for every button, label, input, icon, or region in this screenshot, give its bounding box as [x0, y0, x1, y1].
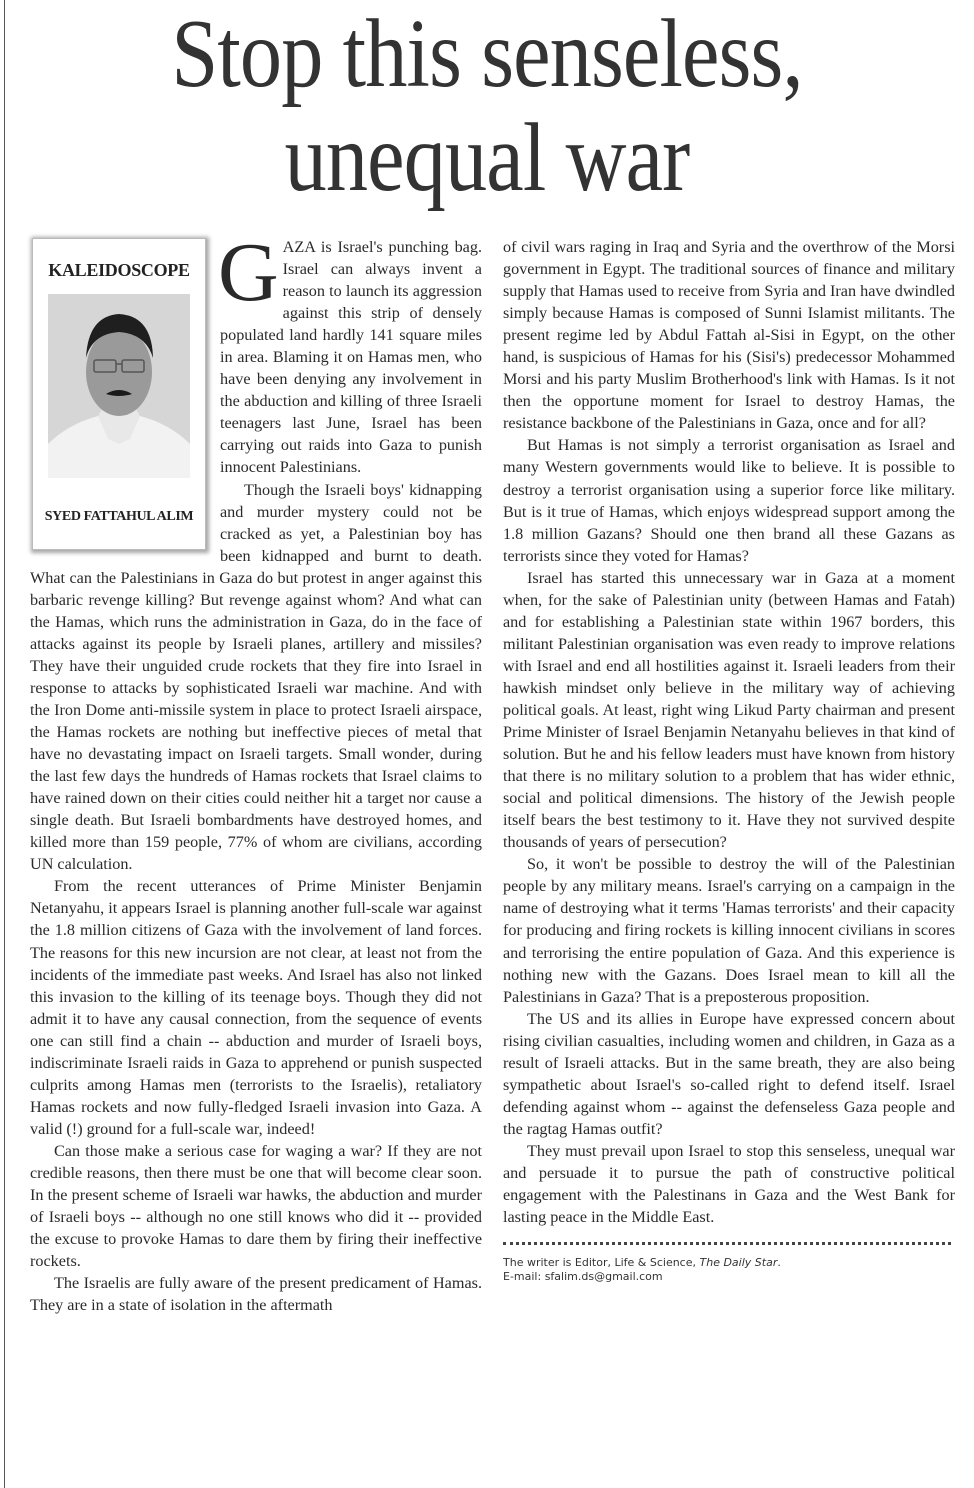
writer-credit: The writer is Editor, Life & Science, The Daily Star.	[503, 1256, 781, 1270]
author-email[interactable]: sfalim.ds@gmail.com	[544, 1270, 663, 1284]
article-paragraph-4: Can those make a serious case for waging a war? If they are not credible reasons, then there must be one that will become clear soon. In the present scheme of Israeli war hawks, the abduction and murder of Israeli boys -- although no one still knows who did it -- provided the excuse to provoke Hamas to dare them by firing their ineffective rockets.	[30, 1141, 482, 1271]
page-border-rule	[4, 0, 5, 1488]
article-paragraph-9: The US and its allies in Europe have expressed concern about rising civilian casualties, including women and children, in Gaza as a result of Israeli attacks. But in the same breath, they are also being sympathetic about Israel's so-called right to defend itself. Israel defending against whom -- against the defenseless Gaza people and the ragtag Hamas outfit?	[503, 1009, 955, 1138]
drop-cap: G	[218, 226, 279, 319]
article-column-right	[503, 236, 955, 1284]
article-column-left	[30, 226, 482, 1316]
article-paragraph-5-start: The Israelis are fully aware of the present predicament of Hamas. They are in a state of isolation in the aftermath	[30, 1274, 482, 1315]
publication-name: The Daily Star	[699, 1256, 778, 1270]
dotted-divider	[503, 1242, 951, 1246]
article-paragraph-7: Israel has started this unnecessary war in Gaza at a moment when, for the sake of Palestinian unity (between Hamas and Fatah) and for establishing a Palestinian state within 1967 borders, this militant Palestinian organisation was even ready to improve relations with Israel and end all hostilities against it. Israeli leaders from their hawkish mindset only believe in the military way of achieving political goals. At least, right wing Likud Party chairman and present Prime Minister of Israel Benjamin Netanyahu believes in that kind of solution. But he and his fellow leaders must have known from history that there is no military solution to a problem that has wider ethnic, social and political dimensions. The history of the Jewish people itself bears the best testimony to it. Have they not survived despite thousands of years of persecution?	[503, 568, 955, 852]
column-header-box	[32, 238, 206, 550]
author-email-line: E-mail: sfalim.ds@gmail.com	[503, 1270, 663, 1284]
headline-line-2: unequal war	[284, 104, 690, 212]
author-byline: SYED FATTAHUL ALIM	[44, 509, 194, 524]
article-paragraph-3: From the recent utterances of Prime Minister Benjamin Netanyahu, it appears Israel is planning another full-scale war against the 1.8 million citizens of Gaza with the involvement of land forces. The reasons for this new incursion are not clear, at least not from the incidents of the immediate past weeks. And Israel has also not linked this invasion to the killing of its teenage boys. Though they did not admit it to have any causal connection, from the sequence of events one can still find a chain -- abduction and murder of Israeli boys, indiscriminate Israeli raids in Gaza to apprehend or punish suspected culprits among Hamas men (terrorists to the Israelis), retaliatory Hamas rockets and now fully-fledged Israeli invasion into Gaza. A valid (!) ground for a full-scale war, indeed!	[30, 877, 482, 1138]
column-kicker: KALEIDOSCOPE	[48, 260, 190, 280]
headline	[85, 2, 888, 210]
headline-line-1: Stop this senseless,	[171, 0, 803, 108]
article-paragraph-1: GAZA is Israel's punching bag. Israel can always invent a reason to launch its aggression against this strip of densely populated land hardly 141 square miles in area. Blaming it on Hamas men, who have been denying any involvement in the abduction and killing of three Israeli teenagers last June, Israel has been carrying out raids into Gaza to punish innocent Palestinians.	[218, 226, 482, 477]
author-note	[503, 1256, 955, 1284]
article-paragraph-5-continued: of civil wars raging in Iraq and Syria and the overthrow of the Morsi government in Egypt. The traditional sources of finance and military supply that Hamas used to receive from Syria and Iran have dwindled simply because Hamas is composed of Sunni Islamist militants. The present regime led by Abdul Fattah al-Sisi in Egypt, on the other hand, is suspicious of Hamas for his (Sisi's) predecessor Mohammed Morsi and his party Muslim Brotherhood's link with Hamas. Is it not then the opportune moment for Israel to destroy Hamas, the resistance backbone of the Palestinians in Gaza, once and for all?	[503, 238, 955, 433]
article-paragraph-10: They must prevail upon Israel to stop this senseless, unequal war and persuade it to pursue the path of constructive political engagement with the Palestinans in Gaza and the West Bank for lasting peace in the Middle East.	[503, 1141, 955, 1227]
author-photo	[48, 294, 190, 478]
article-paragraph-6: But Hamas is not simply a terrorist organisation as Israel and many Western governments would like to believe. It is possible to destroy a terrorist organisation using a superior force like military. But is it true of Hamas, which enjoys widespread support among the 1.8 million Gazans? Should one then brand all these Gazans as terrorists since they voted for Hamas?	[503, 436, 955, 565]
author-portrait-icon	[48, 294, 190, 478]
article-paragraph-2: Though the Israeli boys' kidnapping and murder mystery could not be cracked as yet, a Palestinian boy has been kidnapped and burnt to death. What can the Palestinians in Gaza do but protest in anger against this barbaric revenge killing? But revenge against whom? And what can the Hamas, which runs the administration in Gaza, do in the face of attacks against its people by Israeli planes, artillery and missiles? They have their unguided crude rockets that they fire into Israel in response to attacks by sophisticated Israeli war machine. And with the Iron Dome anti-missile system in place to protect Israeli airspace, the Hamas rockets are nothing but ineffective pieces of metal that have no devastating impact on Israeli targets. Small wonder, during the last few days the hundreds of Hamas rockets that Israel claims to have rained down on their cities could neither hit a target nor cause a single death. But Israeli bombardments have destroyed homes, and killed more than 159 people, 77% of whom are civilians, according UN calculation.	[30, 480, 482, 874]
article-paragraph-8: So, it won't be possible to destroy the will of the Palestinian people by any military means. Israel's carrying on a campaign in the name of destroying what it terms 'Hamas terrorists' and their capacity for producing and firing rockets is killing innocent civilians in scores and terrorising the entire population of Gaza. And this experience is nothing new with the Gazans. Does Israel mean to kill all the Palestinians in Gaza? That is a preposterous proposition.	[503, 855, 955, 1006]
